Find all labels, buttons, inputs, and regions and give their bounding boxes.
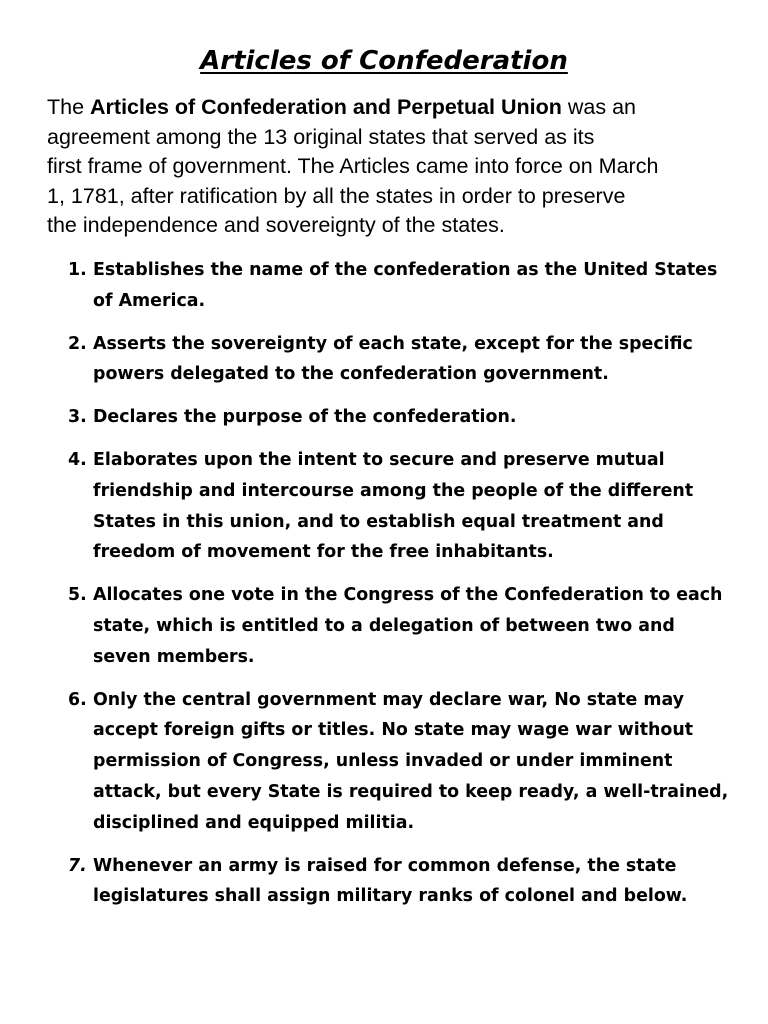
list-item-line: powers delegated to the confederation government. xyxy=(93,364,609,385)
list-item xyxy=(68,402,728,433)
list-item-line: legislatures shall assign military ranks of colonel and below. xyxy=(93,886,688,907)
intro-line: agreement among the 13 original states that served as its xyxy=(47,124,595,149)
list-item-line: state, which is entitled to a delegation of between two and xyxy=(93,615,675,636)
list-item-line: attack, but every State is required to keep ready, a well-trained, xyxy=(93,781,729,802)
list-item-line: Whenever an army is raised for common defense, the state xyxy=(93,855,677,876)
list-item-number: 2. xyxy=(68,333,87,354)
intro-bold-term: Articles of Confederation and Perpetual Union xyxy=(90,95,562,119)
list-item xyxy=(68,255,728,317)
intro-paragraph xyxy=(47,93,727,241)
intro-line xyxy=(47,93,727,123)
list-item-line: States in this union, and to establish equal treatment and xyxy=(93,511,664,532)
list-item-number: 6. xyxy=(68,689,87,710)
list-item-line: of America. xyxy=(93,290,206,311)
list-item-line: Declares the purpose of the confederation. xyxy=(93,407,517,428)
list-item-line: Asserts the sovereignty of each state, except for the specific xyxy=(93,333,693,354)
list-item-line: Elaborates upon the intent to secure and preserve mutual xyxy=(93,449,665,470)
intro-text: was an xyxy=(561,95,636,119)
intro-line: first frame of government. The Articles came into force on March xyxy=(47,154,659,179)
list-item xyxy=(68,445,728,568)
list-item-line: permission of Congress, unless invaded or under imminent xyxy=(93,751,673,772)
list-item-line: seven members. xyxy=(93,646,255,667)
list-item-line: disciplined and equipped militia. xyxy=(93,812,415,833)
document-title: Articles of Confederation xyxy=(200,46,568,76)
list-item xyxy=(68,685,728,839)
list-item-number: 3. xyxy=(68,407,87,428)
list-item xyxy=(68,851,728,913)
list-item-line: accept foreign gifts or titles. No state may wage war without xyxy=(93,720,694,741)
list-item-number: 1. xyxy=(68,260,87,280)
list-item-number: 7. xyxy=(68,855,87,876)
intro-line: 1, 1781, after ratification by all the states in order to preserve xyxy=(47,183,626,208)
list-item xyxy=(68,329,728,391)
list-item-number: 5. xyxy=(68,585,87,606)
intro-line: the independence and sovereignty of the states. xyxy=(47,213,505,238)
articles-list xyxy=(68,255,728,924)
list-item-line: Only the central government may declare war, No state may xyxy=(93,689,684,710)
list-item-number: 4. xyxy=(68,449,87,470)
list-item-line: Establishes the name of the confederation as the United States xyxy=(93,260,718,280)
list-item xyxy=(68,580,728,672)
list-item-line: freedom of movement for the free inhabitants. xyxy=(93,542,554,563)
intro-text: The xyxy=(47,95,91,119)
list-item-line: friendship and intercourse among the people of the different xyxy=(93,480,694,501)
list-item-line: Allocates one vote in the Congress of the Confederation to each xyxy=(93,585,723,606)
